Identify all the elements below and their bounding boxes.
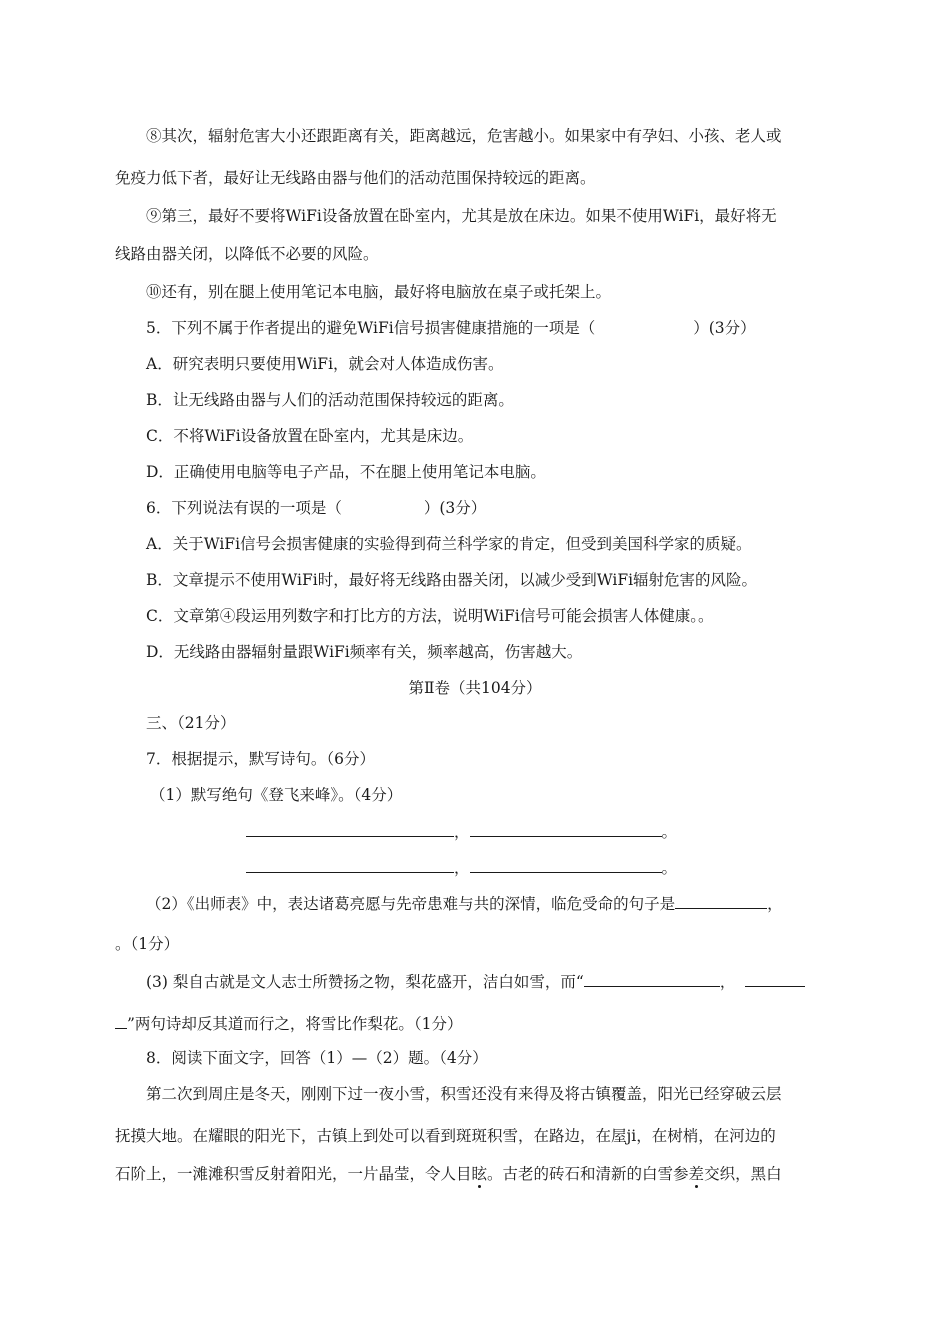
poem-blank-1[interactable]	[246, 820, 454, 837]
emphasis-char-ci: 差	[688, 1165, 705, 1183]
poem-period: 。	[661, 859, 678, 877]
passage-p10-line1: ⑩还有，别在腿上使用笔记本电脑，最好将电脑放在桌子或托架上。	[146, 283, 612, 301]
poem-comma: ，	[454, 859, 470, 877]
poem-blank-3[interactable]	[246, 856, 454, 873]
q5-option-a: A．研究表明只要使用WiFi，就会对人体造成伤害。	[146, 355, 504, 373]
poem-period: 。	[661, 823, 678, 841]
passage-p9-line2: 线路由器关闭，以降低不必要的风险。	[115, 245, 379, 263]
q7-stem: 7．根据提示，默写诗句。（6分）	[146, 750, 375, 768]
q7-sub3-comma: ，	[719, 973, 736, 991]
q6-option-c: C．文章第④段运用列数字和打比方的方法，说明WiFi信号可能会损害人体健康。。	[146, 607, 714, 625]
q5-stem-score: ）(3分）	[693, 319, 756, 337]
q8-passage-line2: 抚摸大地。在耀眼的阳光下，古镇上到处可以看到斑斑积雪，在路边，在屋ji，在树梢，在河边的	[115, 1127, 776, 1145]
q8-line3-part2: 。古老的砖石和清新的白雪参	[487, 1165, 689, 1183]
q7-sub3-blank-2[interactable]	[745, 970, 805, 987]
q7-poem-row-2	[246, 856, 677, 878]
q6-option-d: D．无线路由器辐射量跟WiFi频率有关，频率越高，伤害越大。	[146, 643, 583, 661]
q8-passage-line3	[115, 1164, 840, 1184]
poem-blank-4[interactable]	[470, 856, 662, 873]
q6-stem-text: 6．下列说法有误的一项是（	[146, 499, 342, 517]
q6-stem-score: ）(3分）	[423, 499, 487, 517]
q7-sub2-comma: ，	[767, 895, 783, 913]
section-2-title: 第Ⅱ卷（共104分）	[408, 679, 542, 697]
q6-option-b: B．文章提示不使用WiFi时，最好将无线路由器关闭，以减少受到WiFi辐射危害的风险。	[146, 571, 758, 589]
q8-passage-line1: 第二次到周庄是冬天，刚刚下过一夜小雪，积雪还没有来得及将古镇覆盖，阳光已经穿破云层	[146, 1085, 782, 1103]
q7-sub1: （1）默写绝句《登飞来峰》。（4分）	[150, 786, 403, 804]
q5-option-b: B．让无线路由器与人们的活动范围保持较远的距离。	[146, 391, 514, 409]
poem-blank-2[interactable]	[470, 820, 662, 837]
q7-sub2-blank[interactable]	[675, 892, 767, 909]
part-3-heading: 三、（21分）	[146, 714, 236, 732]
q7-sub3	[146, 970, 871, 992]
q6-option-a: A．关于WiFi信号会损害健康的实验得到荷兰科学家的肯定，但受到美国科学家的质疑。	[146, 535, 752, 553]
q5-option-d: D．正确使用电脑等电子产品，不在腿上使用笔记本电脑。	[146, 463, 546, 481]
q7-sub2-text: （2）《出师表》中，表达诸葛亮愿与先帝患难与共的深情，临危受命的句子是	[146, 895, 676, 913]
q7-sub3-text: (3) 梨自古就是文人志士所赞扬之物，梨花盛开，洁白如雪，而“	[146, 973, 584, 991]
q8-line3-part3: 交织，黑白	[704, 1165, 782, 1183]
q7-sub3-tail: ”两句诗却反其道而行之，将雪比作梨花。（1分）	[127, 1015, 463, 1033]
q8-stem: 8．阅读下面文字，回答（1）—（2）题。（4分）	[146, 1049, 488, 1067]
passage-p8-line2: 免疫力低下者，最好让无线路由器与他们的活动范围保持较远的距离。	[115, 169, 596, 187]
passage-p8-line1: ⑧其次，辐射危害大小还跟距离有关，距离越远，危害越小。如果家中有孕妇、小孩、老人或	[146, 127, 782, 145]
poem-comma: ，	[454, 823, 470, 841]
q5-option-c: C．不将WiFi设备放置在卧室内，尤其是床边。	[146, 427, 474, 445]
q7-sub3-blank-1[interactable]	[584, 970, 720, 987]
q5-stem	[146, 318, 871, 338]
passage-p9-line1: ⑨第三，最好不要将WiFi设备放置在卧室内，尤其是放在床边。如果不使用WiFi，最好将无	[146, 207, 777, 225]
q7-sub3-blank-2-cont[interactable]	[115, 1012, 127, 1029]
q8-line3-part1: 石阶上，一滩滩积雪反射着阳光，一片晶莹，令人目	[115, 1165, 472, 1183]
q7-poem-row-1	[246, 820, 677, 842]
q7-sub2	[146, 892, 871, 914]
emphasis-char-xuan: 眩	[471, 1165, 488, 1183]
q5-stem-text: 5．下列不属于作者提出的避免WiFi信号损害健康措施的一项是（	[146, 319, 596, 337]
q7-sub3-line2	[115, 1012, 840, 1034]
q6-stem	[146, 498, 871, 518]
q7-sub2-score: 。（1分）	[115, 935, 180, 953]
